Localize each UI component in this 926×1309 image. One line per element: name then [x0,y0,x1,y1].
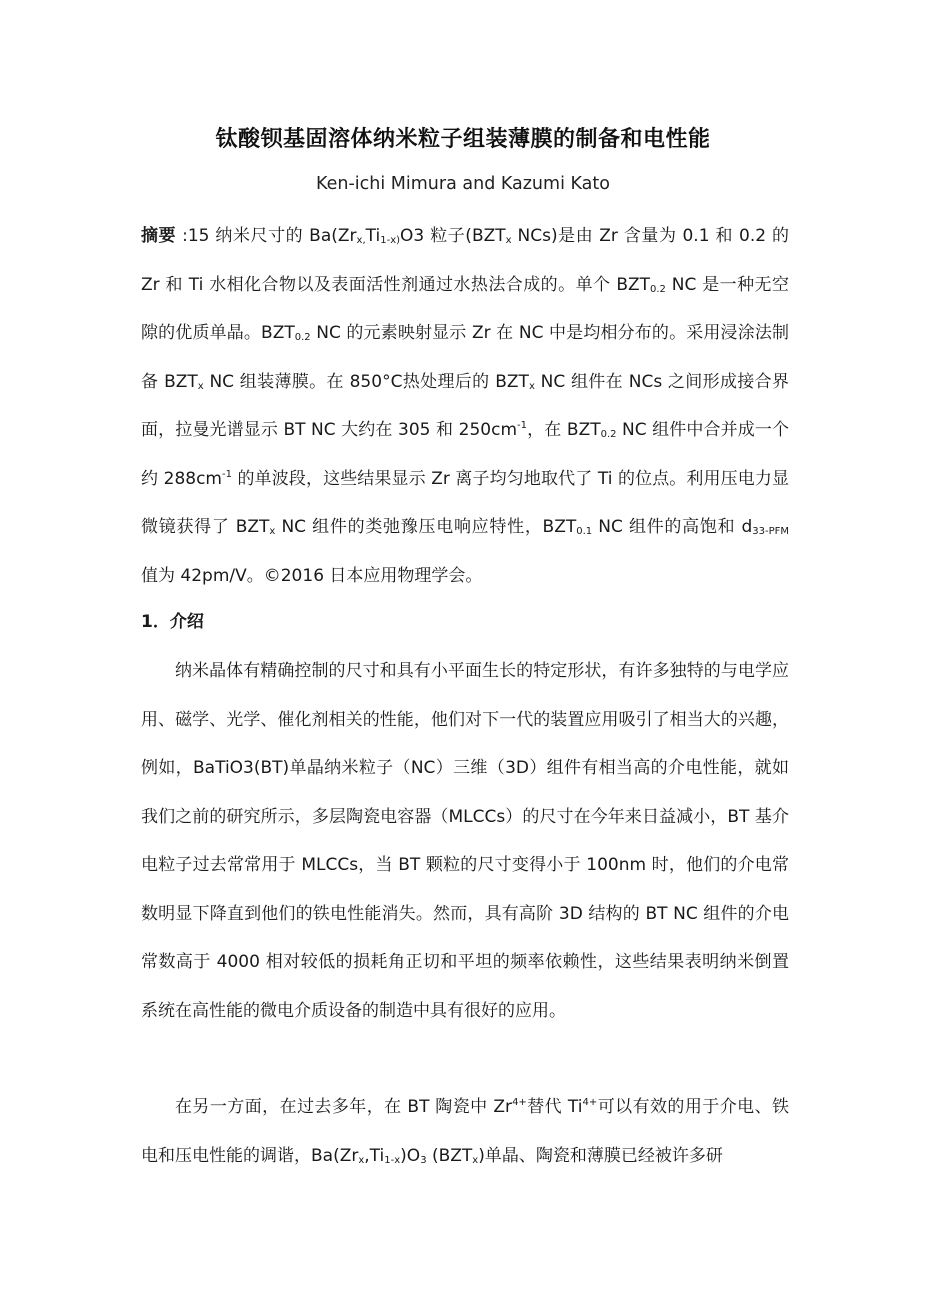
abstract-text: :15 纳米尺寸的 Ba(Zr [176,226,357,246]
abstract-text: NC 的元素映射显示 Zr 在 NC 中是均相分布的。采用浸涂法制备 BZT [141,323,789,392]
abstract-text: NC 组件的类弛豫压电响应特性，BZT [275,517,577,537]
abstract-paragraph [141,212,789,600]
abstract-subscript: 33-PFM [752,526,789,537]
abstract-subscript: x [269,526,276,537]
paper-authors: Ken-ichi Mimura and Kazumi Kato [316,174,610,194]
abstract-subscript: x [197,380,204,392]
paragraph-text: 在另一方面，在过去多年，在 BT 陶瓷中 Zr [175,1097,513,1117]
paragraph-subscript: x [358,1154,365,1166]
abstract-subscript: 0.2 [600,429,617,440]
abstract-text: Ti [365,226,381,246]
abstract-text: NC 组件在 NCs 之间形成接合界面，拉曼光谱显示 BT NC 大约在 305 和 250cm [141,371,789,440]
abstract-superscript: -1 [222,468,232,480]
paragraph-text: (BZT [426,1145,473,1166]
abstract-subscript: 0.1 [576,526,593,537]
abstract-text: 值为 42pm/V。©2016 日本应用物理学会。 [141,565,483,586]
abstract-subscript: x [528,380,535,392]
paragraph-subscript: x [472,1154,479,1166]
abstract-subscript: 0.2 [294,332,311,343]
abstract-text: 的单波段，这些结果显示 Zr 离子均匀地取代了 Ti 的位点。利用压电力显微镜获得了 BZT [141,468,789,537]
abstract-text: NC 组件中合并成一个约 288cm [141,420,789,489]
abstract-superscript: -1 [517,420,528,431]
paragraph-text: )单晶、陶瓷和薄膜已经被许多研 [478,1145,723,1166]
paragraph-text: 替代 Ti [526,1097,583,1117]
abstract-text: ，在 BZT [527,420,601,440]
paragraph-text: ,Ti [364,1145,385,1166]
abstract-text: NC 组装薄膜。在 850°C热处理后的 BZT [203,371,529,392]
abstract-subscript: x [505,235,512,246]
abstract-subscript: 1-x) [380,235,401,246]
abstract-text: NC 是一种无空隙的优质单晶。BZT [141,274,789,343]
paragraph-superscript: 4+ [512,1097,527,1108]
paragraph-subscript: 3 [420,1154,427,1166]
paper-title: 钛酸钡基固溶体纳米粒子组装薄膜的制备和电性能 [215,127,711,152]
paragraph-text: )O [400,1145,421,1166]
abstract-label: 摘要 [141,226,177,246]
abstract-text: NCs)是由 Zr 含量为 0.1 和 0.2 的 Zr 和 Ti 水相化合物以及表面活性剂通过水热法合成的。单个 BZT [141,226,790,295]
intro-paragraph-1: 纳米晶体有精确控制的尺寸和具有小平面生长的特定形状，有许多独特的与电学应用、磁学、光学、催化剂相关的性能，他们对下一代的装置应用吸引了相当大的兴趣，例如，BaTiO3(BT)单晶纳米粒子（NC）三维（3D）组件有相当高的介电性能，就如我们之前的研究所示，多层陶瓷电容器（MLCCs）的尺寸在今年来日益减小，BT 基介电粒子过去常常用于 MLCCs，当 BT 颗粒的尺寸变得小于 100nm 时，他们的介电常数明显下降直到他们的铁电性能消失。然而，具有高阶 3D 结构的 BT NC 组件的介电常数高于 4000 相对较低的损耗角正切和平坦的频率依赖性，这些结果表明纳米倒置系统在高性能的微电介质设备的制造中具有很好的应用。 [141,661,789,1021]
intro-paragraph-2 [141,1083,789,1180]
section-heading-introduction: 1．介绍 [141,612,204,632]
paragraph-superscript: 4+ [582,1097,598,1108]
abstract-text: O3 粒子(BZT [400,226,506,246]
paragraph-text: 可以有效的用于介电、铁电和压电性能的调谐，Ba(Zr [141,1097,790,1166]
abstract-subscript: x, [356,235,366,246]
abstract-subscript: 0.2 [650,283,666,295]
paragraph-subscript: 1-x [384,1154,401,1166]
abstract-text: NC 组件的高饱和 d [592,517,753,537]
